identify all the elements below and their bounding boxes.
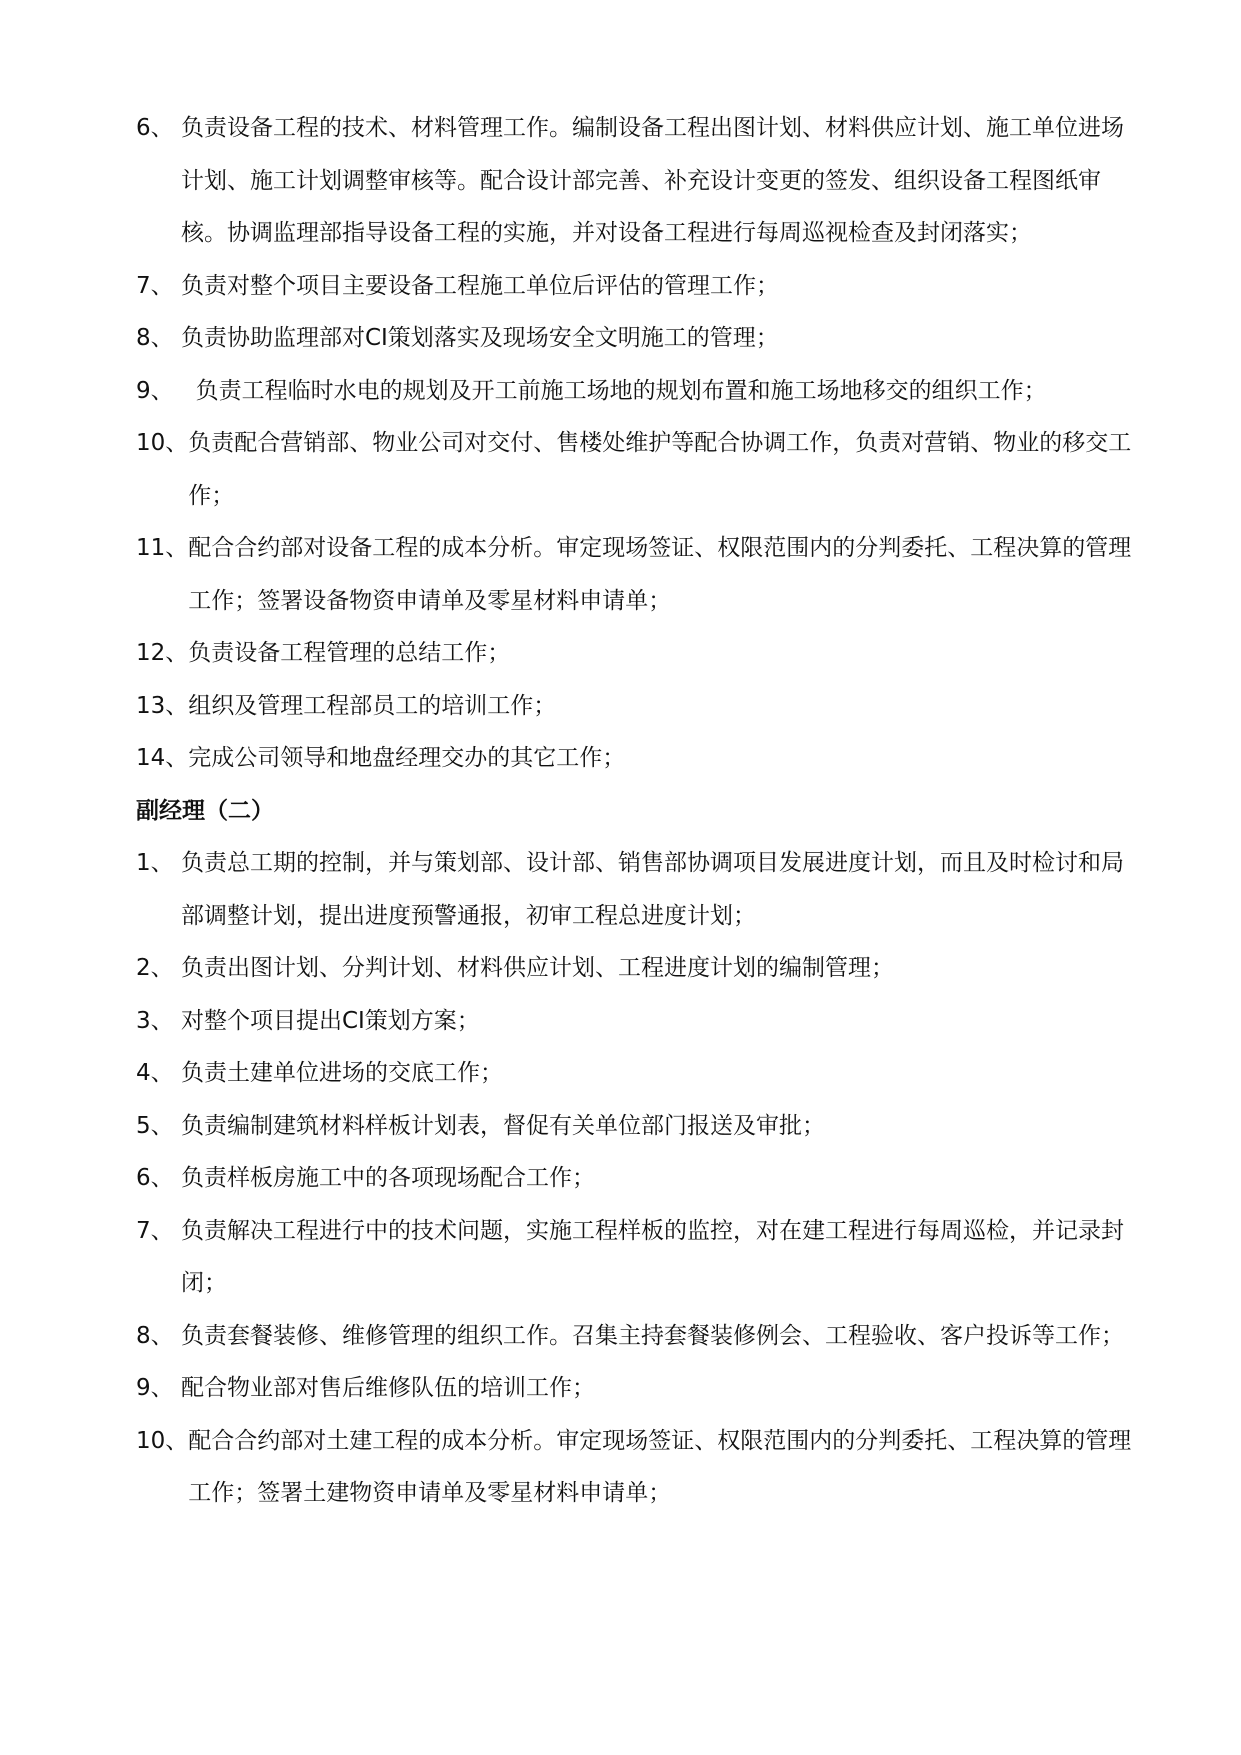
item-number: 8、 bbox=[136, 325, 181, 351]
list-item bbox=[136, 522, 1146, 627]
item-text: 负责出图计划、分判计划、材料供应计划、工程进度计划的编制管理； bbox=[180, 955, 894, 981]
list-item bbox=[136, 1047, 1146, 1100]
item-number: 5、 bbox=[136, 1112, 181, 1139]
item-number: 4、 bbox=[136, 1060, 181, 1086]
item-number: 9、 bbox=[136, 377, 196, 404]
item-text: 负责设备工程的技术、材料管理工作。编制设备工程出图计划、材料供应计划、施工单位进场计划、施工计划调整审核等。配合设计部完善、补充设计变更的签发、组织设备工程图纸审核。协调监理部指导设备工程的实施，并对设备工程进行每周巡视检查及封闭落实； bbox=[180, 115, 1124, 246]
item-text: 负责协助监理部对CI策划落实及现场安全文明施工的管理； bbox=[180, 325, 779, 351]
list-item bbox=[136, 627, 1146, 680]
item-number: 14、 bbox=[136, 745, 189, 771]
item-number: 13、 bbox=[136, 692, 189, 719]
item-text: 负责土建单位进场的交底工作； bbox=[180, 1060, 503, 1086]
item-number: 7、 bbox=[136, 1217, 181, 1244]
item-text: 负责对整个项目主要设备工程施工单位后评估的管理工作； bbox=[180, 272, 779, 299]
item-text: 组织及管理工程部员工的培训工作； bbox=[188, 692, 557, 719]
duty-list-1 bbox=[136, 102, 1146, 785]
item-text: 负责套餐装修、维修管理的组织工作。召集主持套餐装修例会、工程验收、客户投诉等工作； bbox=[180, 1322, 1124, 1349]
item-text: 完成公司领导和地盘经理交办的其它工作； bbox=[188, 745, 626, 771]
list-item bbox=[136, 365, 1146, 418]
list-item bbox=[136, 102, 1146, 260]
item-number: 1、 bbox=[136, 850, 181, 876]
item-text: 对整个项目提出CI策划方案； bbox=[180, 1007, 480, 1034]
item-text: 负责样板房施工中的各项现场配合工作； bbox=[180, 1165, 595, 1191]
item-text: 负责总工期的控制，并与策划部、设计部、销售部协调项目发展进度计划，而且及时检讨和局部调整计划，提出进度预警通报，初审工程总进度计划； bbox=[180, 850, 1124, 929]
list-item bbox=[136, 732, 1146, 785]
section-heading: 副经理（二） bbox=[136, 797, 274, 824]
item-number: 6、 bbox=[136, 1165, 181, 1191]
list-item bbox=[136, 1362, 1146, 1415]
item-number: 9、 bbox=[136, 1375, 181, 1401]
list-item bbox=[136, 312, 1146, 365]
list-item bbox=[136, 1310, 1146, 1363]
item-text: 负责设备工程管理的总结工作； bbox=[188, 640, 511, 666]
item-number: 8、 bbox=[136, 1322, 181, 1349]
item-number: 10、 bbox=[136, 430, 189, 456]
item-text: 配合物业部对售后维修队伍的培训工作； bbox=[180, 1375, 595, 1401]
item-text: 负责工程临时水电的规划及开工前施工场地的规划布置和施工场地移交的组织工作； bbox=[195, 377, 1047, 404]
list-item bbox=[136, 942, 1146, 995]
list-item bbox=[136, 995, 1146, 1048]
list-item bbox=[136, 680, 1146, 733]
item-number: 2、 bbox=[136, 955, 181, 981]
item-number: 6、 bbox=[136, 115, 181, 141]
item-number: 12、 bbox=[136, 640, 189, 666]
item-text: 配合合约部对设备工程的成本分析。审定现场签证、权限范围内的分判委托、工程决算的管理工作；签署设备物资申请单及零星材料申请单； bbox=[188, 535, 1132, 614]
list-item bbox=[136, 1415, 1146, 1520]
item-number: 3、 bbox=[136, 1007, 181, 1034]
item-text: 负责配合营销部、物业公司对交付、售楼处维护等配合协调工作，负责对营销、物业的移交工作； bbox=[188, 430, 1132, 509]
item-number: 11、 bbox=[136, 535, 189, 561]
item-text: 负责解决工程进行中的技术问题，实施工程样板的监控，对在建工程进行每周巡检，并记录封闭； bbox=[180, 1217, 1124, 1296]
document-body bbox=[136, 102, 1146, 1520]
item-number: 7、 bbox=[136, 272, 181, 299]
item-text: 配合合约部对土建工程的成本分析。审定现场签证、权限范围内的分判委托、工程决算的管理工作；签署土建物资申请单及零星材料申请单； bbox=[188, 1427, 1132, 1506]
list-item bbox=[136, 1205, 1146, 1310]
list-item bbox=[136, 837, 1146, 942]
list-item bbox=[136, 260, 1146, 313]
list-item bbox=[136, 1152, 1146, 1205]
item-text: 负责编制建筑材料样板计划表，督促有关单位部门报送及审批； bbox=[180, 1112, 825, 1139]
item-number: 10、 bbox=[136, 1427, 189, 1454]
list-item bbox=[136, 1100, 1146, 1153]
list-item bbox=[136, 417, 1146, 522]
duty-list-2 bbox=[136, 837, 1146, 1520]
